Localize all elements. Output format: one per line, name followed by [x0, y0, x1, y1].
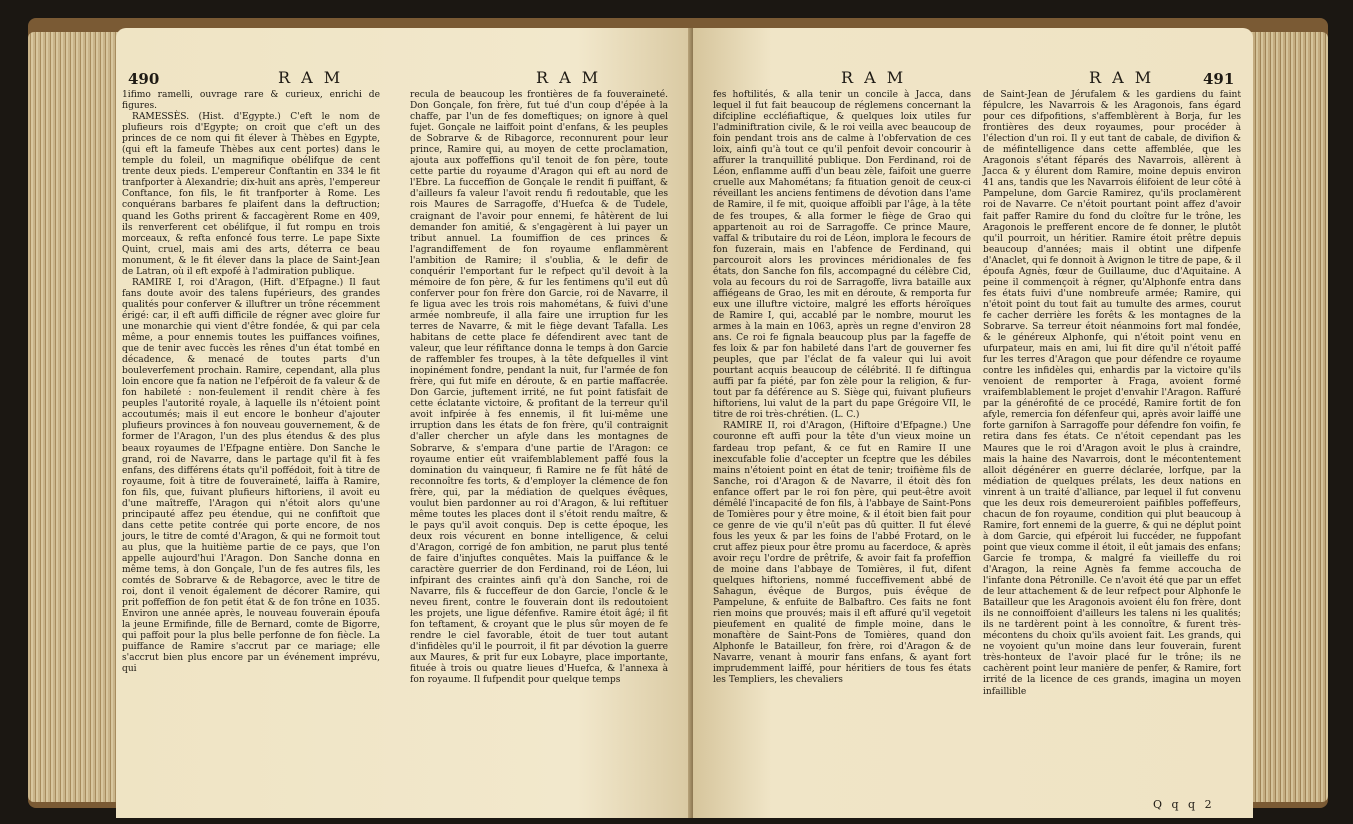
- left-column-1: [122, 90, 380, 675]
- paragraph: recula de beaucoup les frontières de fa fouveraineté. Don Gonçale, fon frère, fut tué d'un coup d'épée à la chaffe, par l'un de fes domeftiques; on ignore à quel fujet. Gonçale ne laiffoit point d'enfans, & les peuples de Sobrarve & de Ribagorce, reconnurent pour leur prince, Ramire qui, au moyen de cette proclamation, ajouta aux poffeffions qu'il tenoit de fon père, toute cette partie du royaume d'Aragon qui eft au nord de l'Ebre. La fucceffion de Gonçale le rendit fi puiffant, & d'ailleurs fa valeur l'avoit rendu fi redoutable, que les rois Maures de Sarragoffe, d'Huefca & de Tudele, craignant de l'avoir pour ennemi, fe hâtèrent de lui demander fon amitié, & s'engagèrent à lui payer un tribut annuel. La foumiffion de ces princes & l'agrandiffement de fon royaume enflammèrent l'ambition de Ramire; il s'oublia, & le defir de conquérir l'emportant fur le refpect qu'il devoit à la mémoire de fon père, & fur les fentimens qu'il eut dû conferver pour fon frère don Garcie, roi de Navarre, il fe ligua avec les trois rois mahométans, & fuivi d'une armée nombreufe, il alla faire une irruption fur les terres de Navarre, & mit le fiège devant Tafalla. Les habitans de cette place fe défendirent avec tant de valeur, que leur réfiftance donna le temps à don Garcie de raffembler fes troupes, à la tête defquelles il vint inopinément fondre, pendant la nuit, fur l'armée de fon frère, qui fut mife en déroute, & en partie maffacrée. Don Garcie, juftement irrité, ne fut point fatisfait de cette éclatante victoire, & profitant de la terreur qu'il avoit infpirée à fes ennemis, il fit lui-même une irruption dans les états de fon frère, qu'il contraignit d'aller chercher un afyle dans les montagnes de Sobrarve, & s'empara d'une partie de l'Aragon: ce royaume entier eût vraifemblablement paffé fous la domination du vainqueur, fi Ramire ne fe fût hâté de reconnoître fes torts, & d'employer la clémence de fon frère, qui, par la médiation de quelques évêques, voulut bien pardonner au roi d'Aragon, & lui reftituer même toutes les places dont il s'étoit rendu maître, & le pays qu'il avoit conquis. Dep is cette époque, les deux rois vécurent en bonne intelligence, & celui d'Aragon, corrigé de fon ambition, ne parut plus tenté de faire d'injuftes conquêtes. Mais la puiffance & le caractère guerrier de don Ferdinand, roi de Léon, lui infpirant des craintes ainfi qu'à don Sanche, roi de Navarre, fils & fucceffeur de don Garcie, l'oncle & le neveu firent, contre le fouverain dont ils redoutoient les projets, une ligue défenfive. Ramire étoit âgé; il fit fon teftament, & croyant que le plus sûr moyen de fe rendre le ciel favorable, étoit de tuer tout autant d'infidèles qu'il le pourroit, il fit par dévotion la guerre aux Maures, & prit fur eux Lobayre, place importante, fituée à trois ou quatre lieues d'Huefca, & l'annexa à fon royaume. Il fufpendit pour quelque temps: [410, 90, 668, 686]
- paragraph-ramire-1: RAMIRE I, roi d'Aragon, (Hift. d'Efpagne.) Il faut fans doute avoir des talens fupérieurs, des grandes qualités pour conferver & illuftrer un trône récemment érigé: car, il eft auffi difficile de régner avec gloire fur une monarchie qui vient d'être fondée, & qui par cela même, a pour ennemis toutes les puiffances voifines, que de tenir avec fuccès les rênes d'un état tombé en décadence, & menacé de toutes parts d'un bouleverfement prochain. Ramire, cependant, alla plus loin encore que fa nation ne l'efpéroit de fa valeur & de fon habileté : non-feulement il rendit chère à fes peuples l'autorité royale, à laquelle ils n'étoient point accoutumés; mais il eut encore le bonheur d'ajouter plufieurs provinces à fon nouveau gouvernement, & de former de l'Aragon, l'un des plus étendus & des plus beaux royaumes de l'Efpagne entière. Don Sanche le grand, roi de Navarre, dans le partage qu'il fit à fes enfans, des différens états qu'il poffédoit, foit à titre de royaume, foit à titre de fouveraineté, laiffa à Ramire, fon fils, que, fuivant plufieurs hiftoriens, il avoit eu d'une maîtreffe, l'Aragon qui n'étoit alors qu'une principauté affez peu étendue, qui ne confiftoit que dans cette petite contrée qui porte encore, de nos jours, le titre de comté d'Aragon, & qui ne formoit tout au plus, que la huitième partie de ce pays, que l'on appelle aujourd'hui l'Aragon. Don Sanche donna en même tems, à don Gonçale, l'un de fes autres fils, les comtés de Sobrarve & de Rebagorce, avec le titre de roi, dont il venoit également de décorer Ramire, qui prit poffeffion de fon petit état & de fon trône en 1035. Environ une année après, le nouveau fouverain époufa la jeune Ermifinde, fille de Bernard, comte de Bigorre, qui paffoit pour la plus belle perfonne de fon fiècle. La puiffance de Ramire s'accrut par ce mariage; elle s'accrut bien plus encore par un événement imprévu, qui: [122, 277, 380, 675]
- running-head-right-col2: R A M: [1089, 68, 1155, 87]
- paragraph: fes hoftilités, & alla tenir un concile à Jacca, dans lequel il fut fait beaucoup de réglemens concernant la difcipline eccléfiaftique, & quelques loix utiles fur l'adminiftration civile, & le roi veilla avec beaucoup de foin pendant trois ans de calme à l'obfervation de ces loix, ainfi qu'à tout ce qu'il penfoit devoir concourir à affurer la tranquillité publique. Don Ferdinand, roi de Léon, enflamme auffi d'un beau zèle, faifoit une guerre cruelle aux Mahométans; fa fituation genoit de ceux-ci réveillant les anciens fentimens de dévotion dans l'ame de Ramire, il fe mit, quoique affoibli par l'âge, à la tête de fes troupes, & alla former le fiège de Grao qui appartenoit au roi de Sarragoffe. Ce prince Maure, vaffal & tributaire du roi de Léon, implora le fecours de fon fuzerain, mais en l'abfence de Ferdinand, qui parcouroit alors les provinces méridionales de fes états, don Sanche fon fils, accompagné du célèbre Cid, vola au fecours du roi de Sarragoffe, livra bataille aux affiégeans de Grao, les mit en déroute, & remporta fur eux une illuftre victoire, malgré les efforts héroïques de Ramire I, qui, accablé par le nombre, mourut les armes à la main en 1063, après un regne d'environ 28 ans. Ce roi fe fignala beaucoup plus par la fageffe de fes loix & par fon habileté dans l'art de gouverner fes peuples, que par l'éclat de fa valeur qui lui avoit pourtant acquis beaucoup de célébrité. Il fe diftingua auffi par fa piété, par fon zèle pour la religion, & fur-tout par fa déférence au S. Siège qui, fuivant plufieurs hiftoriens, lui valut de la part du pape Grégoire VII, le titre de roi très-chrétien. (L. C.): [713, 90, 971, 421]
- paragraph: de Saint-Jean de Jérufalem & les gardiens du faint fépulcre, les Navarrois & les Aragonois, fans égard pour ces difpofitions, s'affemblèrent à Borja, fur les frontières des deux royaumes, pour procéder à l'élection d'un roi. Il y eut tant de cabale, de divifion & de méfintelligence dans cette affemblée, que les Aragonois s'étant féparés des Navarrois, allèrent à Jacca & y élurent dom Ramire, moine depuis environ 41 ans, tandis que les Navarrois élifoient de leur côté à Pampelune, dom Garcie Ramirez, qu'ils proclamèrent roi de Navarre. Ce n'étoit pourtant point affez d'avoir fait paffer Ramire du fond du cloître fur le trône, les Aragonois le prefferent encore de fe donner, le plutôt qu'il pourroit, un héritier. Ramire étoit prêtre depuis beaucoup d'années; mais il obtint une difpenfe d'Anaclet, qui fe donnoit à Avignon le titre de pape, & il époufa Agnès, fœur de Guillaume, duc d'Aquitaine. A peine il commençoit à régner, qu'Alphonfe entra dans fes états fuivi d'une nombreufe armée; Ramire, qui n'étoit point du tout fait au tumulte des armes, courut fe cacher derrière les forêts & les montagnes de la Sobrarve. Sa terreur étoit néanmoins fort mal fondée, & le généreux Alphonfe, qui n'étoit point venu en ufurpateur, mais en ami, lui fit dire qu'il n'étoit paffé fur les terres d'Aragon que pour défendre ce royaume contre les infidèles qui, enhardis par la victoire qu'ils venoient de remporter à Fraga, avoient formé vraifemblablement le projet d'envahir l'Aragon. Raffuré par la générofité de ce procédé, Ramire fortit de fon afyle, remercia fon défenfeur qui, après avoir laiffé une forte garnifon à Sarragoffe pour défendre fon voifin, fe retira dans fes états. Ce n'étoit cependant pas les Maures que le roi d'Aragon avoit le plus à craindre, mais la haine des Navarrois, dont le mécontentement alloit dégénérer en guerre déclarée, lorfque, par la médiation de quelques prélats, les deux nations en vinrent à un traité d'alliance, par lequel il fut convenu que les deux rois demeureroient paifibles poffeffeurs, chacun de fon royaume, condition qui plut beaucoup à Ramire, fort ennemi de la guerre, & qui ne déplut point à dom Garcie, qui efpéroit lui fuccéder, ne fuppofant point que vieux comme il étoit, il eût jamais des enfans; Garcie fe trompa, & malgré fa vieilleffe du roi d'Aragon, la reine Agnès fa femme accoucha de l'infante dona Pétronille. Ce n'avoit été que par un effet de leur attachement & de leur refpect pour Alphonfe le Batailleur que les Aragonois avoient élu fon frère, dont ils ne connoiffoient d'ailleurs les talens ni les qualités; ils ne tardèrent point à les connoître, & furent très-mécontens du choix qu'ils avoient fait. Les grands, qui ne voyoient qu'un moine dans leur fouverain, furent très-honteux de l'avoir placé fur le trône; ils ne cachèrent point leur manière de penfer, & Ramire, fort irrité de la licence de ces grands, imagina un moyen infaillible: [983, 90, 1241, 697]
- paragraph: 1ifimo ramelli, ouvrage rare & curieux, enrichi de figures.: [122, 90, 380, 112]
- right-column-1: [713, 90, 971, 687]
- right-column-2: [983, 90, 1241, 698]
- left-page: [116, 28, 692, 818]
- page-number-left: 490: [128, 70, 160, 88]
- running-head-left-col2: R A M: [536, 68, 602, 87]
- right-page-edges: [1248, 32, 1328, 802]
- paragraph-ramire-2: RAMIRE II, roi d'Aragon, (Hiftoire d'Efpagne.) Une couronne eft auffi pour la tête d'un vieux moine un fardeau trop pefant, & ce fut en Ramire II une inexcufable folie d'accepter un fceptre que les débiles mains n'étoient point en état de tenir; troifième fils de Sanche, roi d'Aragon & de Navarre, il étoit dès fon enfance offert par le roi fon père, qui peut-être avoit démêlé l'incapacité de fon fils, à l'abbaye de Saint-Pons de Tomières pour y être moine, & il étoit bien fait pour ce genre de vie qu'il n'eût pas dû quitter. Il fut élevé fous les yeux & par les foins de l'abbé Frotard, on le crut affez pieux pour être promu au facerdoce, & après avoir reçu l'ordre de prêtrife, & avoir fait fa profeffion de moine dans l'abbaye de Tomières, il fut, difent quelques hiftoriens, nommé fucceffivement abbé de Sahagun, évêque de Burgos, puis évêque de Pampelune, & enfuite de Balbaftro. Ces faits ne font rien moins que prouvés; mais il eft affuré qu'il vegetoit pieufement en qualité de fimple moine, dans le monaftère de Saint-Pons de Tomières, quand don Alphonfe le Batailleur, fon frère, roi d'Aragon & de Navarre, venant à mourir fans enfans, & ayant fort imprudemment laiffé, pour héritiers de tous fes états les Templiers, les chevaliers: [713, 421, 971, 686]
- paragraph-ramesses: RAMESSÈS. (Hist. d'Egypte.) C'eft le nom de plufieurs rois d'Egypte; on croit que c'eft un des princes de ce nom qui fit élever à Thèbes en Egypte, (qui eft la fameufe Thèbes aux cent portes) dans le temple du foleil, un magnifique obélifque de cent trente deux pieds. L'empereur Conftantin en 334 le fit tranfporter à Alexandrie; dix-huit ans après, l'empereur Conftance, fon fils, le fit tranfporter à Rome. Les conquérans barbares fe plaifent dans la deftruction; quand les Goths prirent & faccagèrent Rome en 409, ils renverferent cet obélifque, il fut rompu en trois morceaux, & refta enfoncé fous terre. Le pape Sixte Quint, cruel, mais ami des arts, déterra ce beau monument, & le fit élever dans la place de Saint-Jean de Latran, où il eft expofé à l'admiration publique.: [122, 112, 380, 277]
- right-page: [693, 28, 1253, 818]
- left-column-2: [410, 90, 668, 687]
- running-head-right-col1: R A M: [841, 68, 907, 87]
- page-number-right: 491: [1203, 70, 1235, 88]
- running-head-left-col1: R A M: [278, 68, 344, 87]
- left-page-edges: [28, 32, 118, 802]
- signature-mark: Q q q 2: [1153, 798, 1215, 811]
